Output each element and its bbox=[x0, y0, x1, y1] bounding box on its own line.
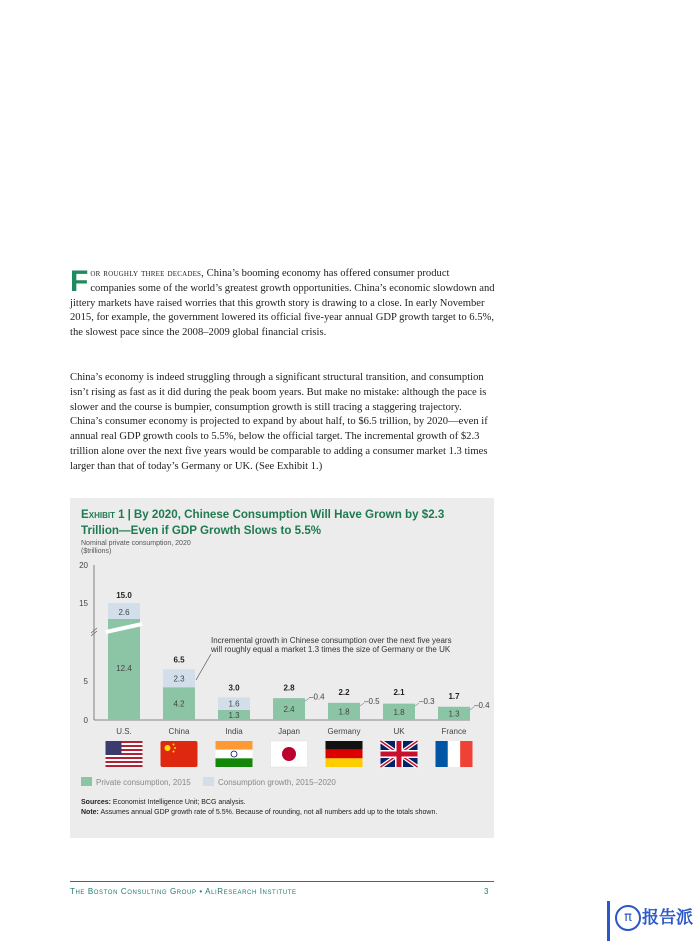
private-value-label: 1.8 bbox=[393, 707, 405, 717]
uk-flag-icon bbox=[381, 741, 418, 767]
exhibit-label: Exhibit 1 bbox=[81, 508, 125, 521]
total-value-label: 1.7 bbox=[448, 691, 460, 701]
category-label: Germany bbox=[327, 727, 361, 736]
legend-item-private bbox=[81, 778, 191, 787]
intro-smallcaps: or roughly three decades, bbox=[90, 268, 204, 279]
total-value-label: 3.0 bbox=[228, 683, 240, 693]
y-tick-label: 5 bbox=[83, 677, 88, 686]
private-value-label: 4.2 bbox=[173, 699, 185, 709]
sources-text: Economist Intelligence Unit; BCG analysis. bbox=[112, 799, 246, 806]
drop-cap: F bbox=[70, 265, 89, 298]
legend-label-growth: Consumption growth, 2015–2020 bbox=[217, 778, 336, 787]
growth-value-label: 2.3 bbox=[173, 674, 185, 684]
footer-rule bbox=[70, 881, 494, 882]
exhibit-separator: | bbox=[127, 508, 131, 521]
y-tick-label: 15 bbox=[79, 599, 88, 608]
france-flag-icon bbox=[436, 741, 473, 767]
annotation-leader-line bbox=[196, 654, 211, 680]
note-line bbox=[81, 808, 481, 818]
paragraph-intro bbox=[70, 267, 495, 341]
sources-line bbox=[81, 798, 481, 808]
note-text: Assumes annual GDP growth rate of 5.5%. Because of rounding, not all numbers add up to the totals shown. bbox=[100, 808, 438, 816]
us-flag-icon bbox=[106, 741, 143, 767]
y-axis-label-line1: Nominal private consumption, 2020 bbox=[81, 540, 191, 547]
germany-flag-icon bbox=[326, 741, 363, 767]
total-value-label: 6.5 bbox=[173, 655, 185, 665]
total-value-label: 2.2 bbox=[338, 687, 350, 697]
chart-legend bbox=[81, 777, 346, 787]
y-tick-label: 20 bbox=[79, 561, 88, 570]
footer-publisher: The Boston Consulting Group • AliResearch Institute bbox=[70, 887, 297, 896]
india-flag-icon bbox=[216, 741, 253, 767]
growth-value-label: –0.5 bbox=[364, 696, 380, 706]
exhibit-panel bbox=[70, 498, 494, 838]
legend-swatch-private bbox=[81, 777, 92, 786]
exhibit-notes bbox=[81, 798, 481, 817]
legend-item-growth bbox=[203, 778, 336, 787]
intro-text: China’s booming economy has offered consumer product companies some of the world’s greatest growth opportunities. China’s economic slowdown and jittery markets have raised worries that this growth story is drawing to a close. In early November 2015, for example, the government lowered its official five-year annual GDP growth target to 6.5%, the slowest pace since the 2008–2009 global financial crisis. bbox=[70, 268, 495, 339]
category-label: UK bbox=[393, 727, 405, 736]
private-value-label: 1.3 bbox=[448, 709, 460, 719]
page-number: 3 bbox=[484, 887, 489, 896]
growth-value-label: 2.6 bbox=[118, 608, 130, 617]
note-label: Note: bbox=[81, 808, 99, 816]
private-value-label: 12.4 bbox=[116, 664, 132, 673]
japan-flag-icon bbox=[271, 741, 308, 767]
sources-label: Sources: bbox=[81, 799, 111, 806]
category-label: France bbox=[441, 727, 467, 736]
growth-value-label: –0.3 bbox=[419, 696, 435, 706]
private-value-label: 1.3 bbox=[228, 710, 240, 720]
paragraph-body: China’s economy is indeed struggling through a significant structural transition, and consumption isn’t rising as fast as it did during the peak boom years. But make no mistake: although the pace is slower and the course is bumpier, consumption growth is still tracing a staggering trajectory. China’s consumer economy is projected to expand by about half, to $6.5 trillion, by 2020—even if annual real GDP growth cools to 5.5%, below the official target. The incremental growth of $2.3 trillion alone over the next five years would be comparable to adding a consumer market 1.3 times larger than that of today’s Germany or UK. (See Exhibit 1.) bbox=[70, 372, 488, 472]
annotation-text-line1: Incremental growth in Chinese consumption over the next five years bbox=[211, 636, 452, 645]
exhibit-title-text: By 2020, Chinese Consumption Will Have Grown by $2.3 Trillion—Even if GDP Growth Slows to 5.5% bbox=[81, 508, 445, 537]
watermark-text: 报告派 bbox=[642, 908, 693, 928]
consumption-chart bbox=[70, 498, 494, 778]
private-value-label: 1.8 bbox=[338, 707, 350, 717]
annotation-text-line2: will roughly equal a market 1.3 times the size of Germany or the UK bbox=[211, 645, 451, 654]
legend-label-private: Private consumption, 2015 bbox=[96, 778, 191, 787]
watermark-bar bbox=[607, 901, 610, 941]
category-label: China bbox=[168, 727, 190, 736]
y-axis-label-line2: ($trillions) bbox=[81, 548, 112, 555]
growth-value-label: –0.4 bbox=[474, 700, 490, 710]
total-value-label: 15.0 bbox=[116, 591, 132, 600]
legend-swatch-growth bbox=[203, 777, 214, 786]
watermark-logo-icon: π bbox=[615, 905, 641, 931]
total-value-label: 2.8 bbox=[283, 683, 295, 693]
growth-value-label: 1.6 bbox=[228, 699, 240, 709]
private-value-label: 2.4 bbox=[283, 705, 295, 715]
category-label: India bbox=[225, 727, 243, 736]
china-flag-icon bbox=[161, 741, 198, 767]
category-label: Japan bbox=[278, 727, 300, 736]
total-value-label: 2.1 bbox=[393, 687, 405, 697]
category-label: U.S. bbox=[116, 727, 132, 736]
growth-value-label: –0.4 bbox=[309, 692, 325, 702]
y-tick-label: 0 bbox=[83, 716, 88, 725]
